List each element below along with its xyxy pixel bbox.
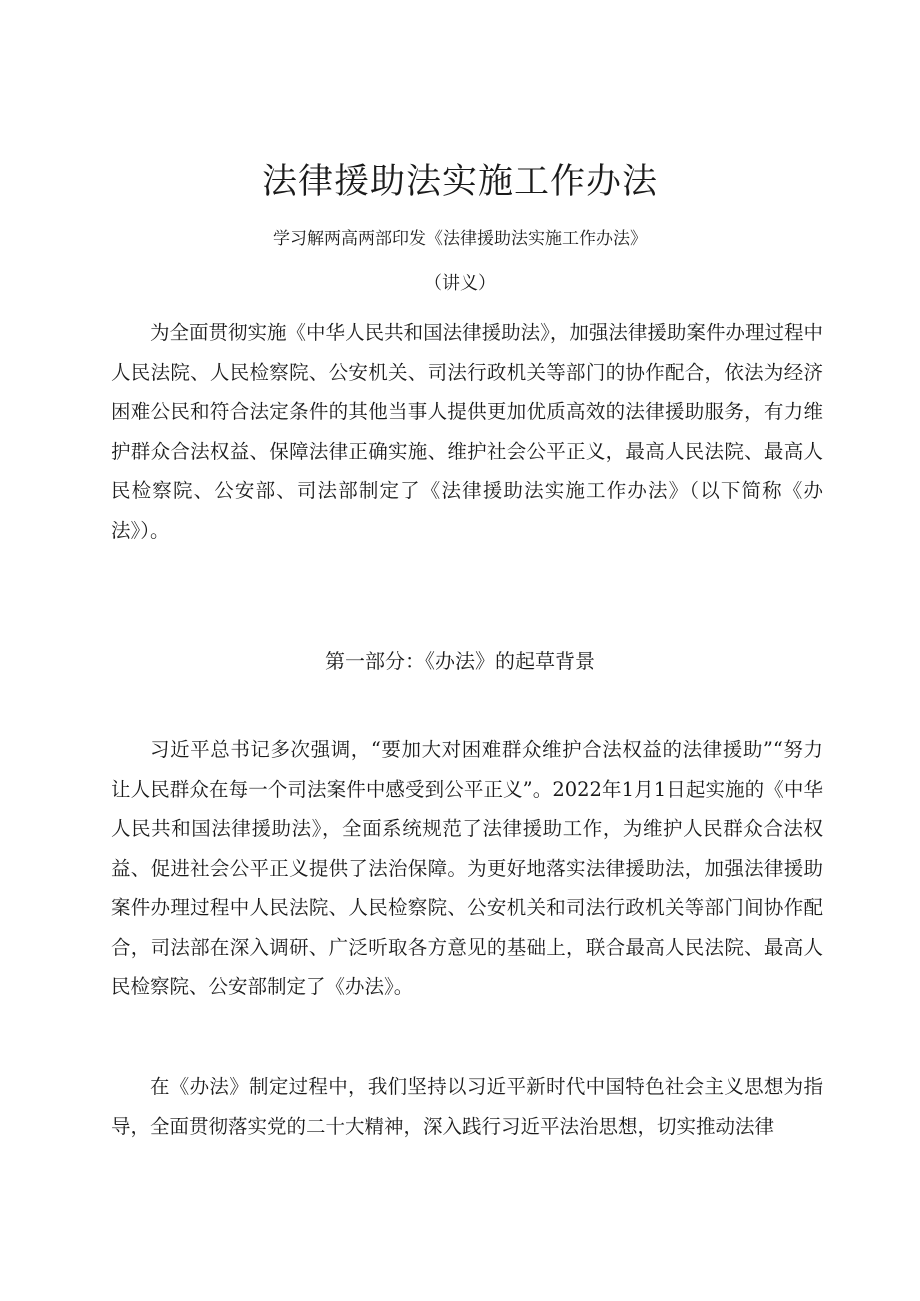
body-paragraph: 习近平总书记多次强调，“要加大对困难群众维护合法权益的法律援助”“努力让人民群众在每一个司法案件中感受到公平正义”。2022年1月1日起实施的《中华人民共和国法律援助法》，全面系统规范了法律援助工作，为维护人民群众合法权益、促进社会公平正义提供了法治保障。为更好地落实法律援助法，加强法律援助案件办理过程中人民法院、人民检察院、公安机关和司法行政机关等部门间协作配合，司法部在深入调研、广泛听取各方意见的基础上，联合最高人民法院、最高人民检察院、公安部制定了《办法》。 <box>111 738 823 998</box>
document-title: 法律援助法实施工作办法 <box>261 162 658 202</box>
document-note: （讲义） <box>424 273 496 294</box>
document-subtitle: 学习解两高两部印发《法律援助法实施工作办法》 <box>273 229 647 249</box>
section-heading: 第一部分：《办法》的起草背景 <box>325 649 595 673</box>
intro-paragraph: 为全面贯彻实施《中华人民共和国法律援助法》，加强法律援助案件办理过程中人民法院、人民检察院、公安机关、司法行政机关等部门的协作配合，依法为经济困难公民和符合法定条件的其他当事人提供更加优质高效的法律援助服务，有力维护群众合法权益、保障法律正确实施、维护社会公平正义，最高人民法院、最高人民检察院、公安部、司法部制定了《法律援助法实施工作办法》（以下简称《办法》）。 <box>111 321 823 542</box>
body-paragraph: 在《办法》制定过程中，我们坚持以习近平新时代中国特色社会主义思想为指导，全面贯彻落实党的二十大精神，深入践行习近平法治思想，切实推动法律 <box>111 1075 823 1138</box>
